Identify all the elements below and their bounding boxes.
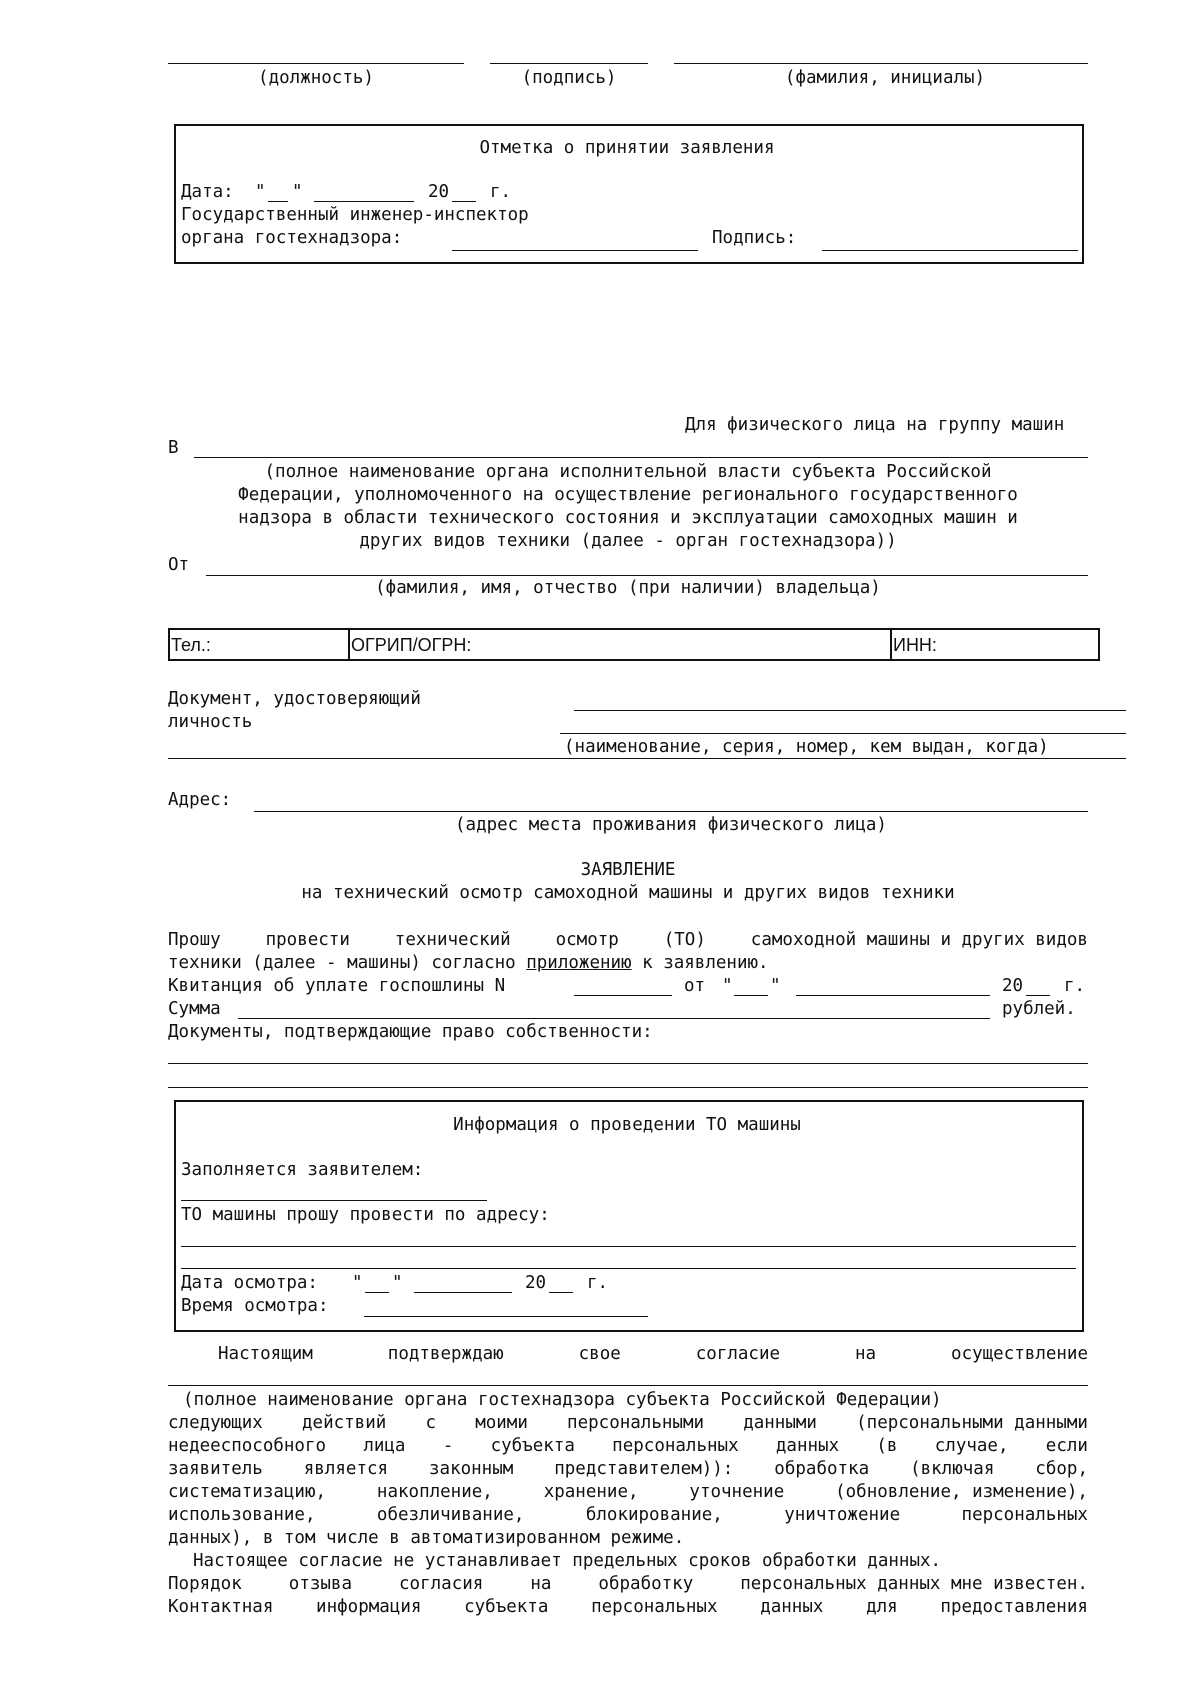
consent-body-line: недееспособного лица - субъекта персональных данных (в случае, если: [168, 1436, 1088, 1456]
identity-caption: (наименование, серия, номер, кем выдан, когда): [564, 737, 1049, 757]
acceptance-year-prefix: 20: [428, 182, 450, 202]
request-line1: Прошу провести технический осмотр (ТО) самоходной машины и других видов: [168, 930, 1088, 950]
acceptance-signature-label: Подпись:: [712, 228, 797, 248]
consent-authority-caption: (полное наименование органа гостехнадзора субъекта Российской Федерации): [183, 1390, 942, 1410]
sum-field[interactable]: [238, 1018, 990, 1019]
phone-field[interactable]: Тел.:: [171, 635, 211, 655]
consent-body-line: использование, обезличивание, блокирование, уничтожение персональных: [168, 1505, 1088, 1525]
receipt-label: Квитанция об уплате госпошлины N: [168, 976, 506, 996]
position-line[interactable]: [168, 63, 464, 64]
acceptance-date-label: Дата:: [181, 182, 234, 202]
inn-field[interactable]: ИНН:: [893, 635, 937, 655]
ownership-field[interactable]: [168, 1087, 1088, 1088]
inspection-address-label: ТО машины прошу провести по адресу:: [181, 1205, 550, 1225]
name-line[interactable]: [674, 63, 1088, 64]
receipt-year-field[interactable]: [1026, 995, 1050, 996]
sum-label: Сумма: [168, 999, 221, 1019]
position-caption: (должность): [258, 68, 374, 88]
address-caption: (адрес места проживания физического лица): [455, 815, 887, 835]
to-label: В: [168, 438, 179, 458]
ownership-label: Документы, подтверждающие право собственности:: [168, 1022, 653, 1042]
identity-label-line2: личность: [168, 712, 253, 732]
inspection-month-field[interactable]: [414, 1292, 512, 1293]
inspection-day-field[interactable]: [365, 1292, 389, 1293]
authority-caption-line: Федерации, уполномоченного на осуществление регионального государственного: [238, 485, 1018, 505]
acceptance-signature-field[interactable]: [822, 250, 1078, 251]
address-label: Адрес:: [168, 790, 232, 810]
authority-caption-line: (полное наименование органа исполнительной власти субъекта Российской: [264, 462, 992, 482]
inspector-line2: органа гостехнадзора:: [181, 228, 403, 248]
signature-caption: (подпись): [521, 68, 617, 88]
consent-body-last-line: данных), в том числе в автоматизированном режиме.: [168, 1528, 685, 1548]
inspector-line1: Государственный инженер-инспектор: [181, 205, 529, 225]
inspection-address-field[interactable]: [181, 1268, 1076, 1269]
consent-para2-line1: Настоящее согласие не устанавливает предельных сроков обработки данных.: [193, 1551, 942, 1571]
receipt-quote-close: ": [770, 976, 781, 996]
acceptance-title: Отметка о принятии заявления: [479, 138, 775, 158]
owner-field[interactable]: [206, 575, 1088, 576]
inspection-time-field[interactable]: [364, 1316, 648, 1317]
application-title: ЗАЯВЛЕНИЕ: [580, 860, 676, 880]
filled-by-label: Заполняется заявителем:: [181, 1160, 424, 1180]
receipt-quote-open: ": [722, 976, 733, 996]
consent-para2-line3: Контактная информация субъекта персональных данных для предоставления: [168, 1597, 1088, 1617]
consent-body-line: следующих действий с моими персональными данными (персональными данными: [168, 1413, 1088, 1433]
contact-table: [168, 628, 1100, 661]
acceptance-date-quote-open: ": [255, 182, 266, 202]
consent-para2-line2: Порядок отзыва согласия на обработку персональных данных мне известен.: [168, 1574, 1088, 1594]
receipt-number-field[interactable]: [574, 995, 672, 996]
inspection-address-field[interactable]: [181, 1246, 1076, 1247]
consent-line1: Настоящим подтверждаю свое согласие на осуществление: [218, 1344, 1088, 1364]
authority-field[interactable]: [194, 457, 1088, 458]
name-caption: (фамилия, инициалы): [784, 68, 986, 88]
receipt-year-prefix: 20: [1002, 976, 1024, 996]
identity-field[interactable]: [574, 710, 1126, 711]
acceptance-day-field[interactable]: [268, 201, 288, 202]
acceptance-year-suffix: г.: [490, 182, 512, 202]
identity-field[interactable]: [168, 758, 1126, 759]
contact-divider: [348, 628, 350, 659]
inspection-title: Информация о проведении ТО машины: [453, 1115, 801, 1135]
signature-line[interactable]: [490, 63, 648, 64]
inspection-date-quote-close: ": [392, 1273, 403, 1293]
request-line2: техники (далее - машины) согласно приложению к заявлению.: [168, 953, 769, 973]
inspection-date-quote-open: ": [352, 1273, 363, 1293]
inspector-name-field[interactable]: [452, 250, 698, 251]
inspection-year-field[interactable]: [549, 1292, 573, 1293]
address-field[interactable]: [254, 811, 1088, 812]
from-label: От: [168, 555, 190, 575]
authority-caption-line: надзора в области технического состояния и эксплуатации самоходных машин и: [238, 508, 1018, 528]
consent-body-line: заявитель является законным представителем)): обработка (включая сбор,: [168, 1459, 1088, 1479]
attachment-link[interactable]: приложению: [526, 953, 632, 973]
inspection-year-prefix: 20: [525, 1273, 547, 1293]
receipt-year-suffix: г.: [1064, 976, 1086, 996]
sum-unit: рублей.: [1002, 999, 1076, 1019]
acceptance-date-quote-close: ": [292, 182, 303, 202]
acceptance-month-field[interactable]: [314, 201, 414, 202]
identity-label-line1: Документ, удостоверяющий: [168, 689, 421, 709]
inspection-time-label: Время осмотра:: [181, 1296, 329, 1316]
ownership-field[interactable]: [168, 1063, 1088, 1064]
authority-caption-line: других видов техники (далее - орган гостехнадзора)): [359, 531, 897, 551]
consent-body-line: систематизацию, накопление, хранение, уточнение (обновление, изменение),: [168, 1482, 1088, 1502]
receipt-from: от: [684, 976, 706, 996]
owner-caption: (фамилия, имя, отчество (при наличии) владельца): [375, 578, 881, 598]
identity-field[interactable]: [560, 733, 1126, 734]
receipt-month-field[interactable]: [796, 995, 990, 996]
contact-divider: [890, 628, 892, 659]
receipt-day-field[interactable]: [734, 995, 768, 996]
filled-by-field[interactable]: [181, 1200, 487, 1201]
inspection-year-suffix: г.: [587, 1273, 609, 1293]
inspection-date-label: Дата осмотра:: [181, 1273, 318, 1293]
consent-authority-field[interactable]: [168, 1385, 1088, 1386]
acceptance-year-field[interactable]: [452, 201, 476, 202]
application-subtitle: на технический осмотр самоходной машины и других видов техники: [301, 883, 955, 903]
form-type: Для физического лица на группу машин: [685, 415, 1065, 435]
ogrn-field[interactable]: ОГРИП/ОГРН:: [351, 635, 472, 655]
